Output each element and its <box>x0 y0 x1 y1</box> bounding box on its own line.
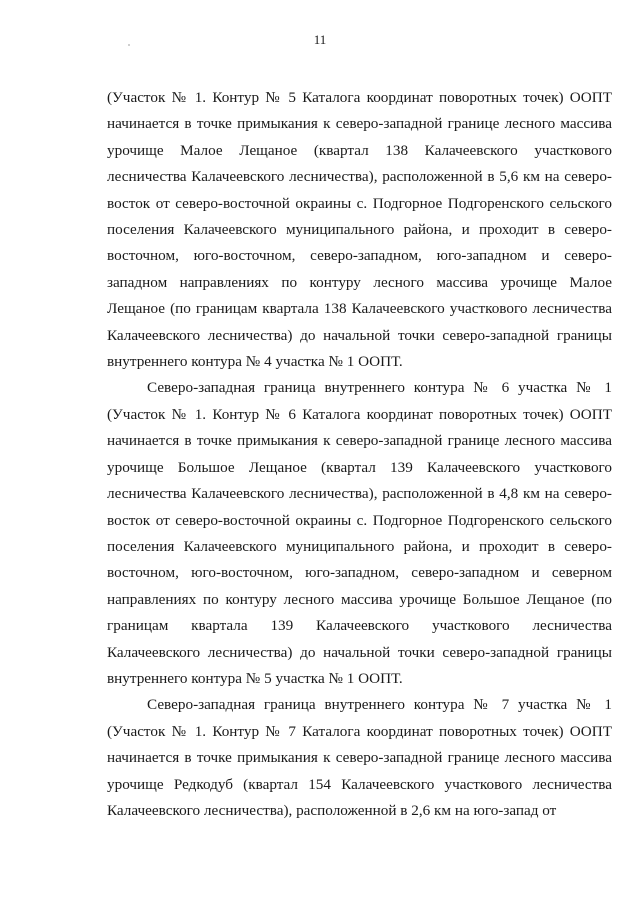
page-number: 11 <box>313 32 327 47</box>
document-body <box>107 85 612 824</box>
paragraph-contour-7: Северо-западная граница внутреннего контура № 7 участка № 1 (Участок № 1. Контур № 7 Каталога координат поворотных точек) ООПТ начинается в точке примыкания к северо-западной границе лесного массива урочище Редкодуб (квартал 154 Калачеевского участкового лесничества Калачеевского лесничества), расположенной в 2,6 км на юго-запад от <box>107 696 612 819</box>
paragraph-contour-6: Северо-западная граница внутреннего контура № 6 участка № 1 (Участок № 1. Контур № 6 Каталога координат поворотных точек) ООПТ начинается в точке примыкания к северо-западной границе лесного массива урочище Большое Лещаное (квартал 139 Калачеевского участкового лесничества Калачеевского лесничества), расположенной в 4,8 км на северо-восток от северо-восточной окраины с. Подгорное Подгоренского сельского поселения Калачеевского муниципального района, и проходит в северо-восточном, юго-восточном, юго-западном, северо-западном и северном направлениях по контуру лесного массива урочище Большое Лещаное (по границам квартала 139 Калачеевского участкового лесничества Калачеевского лесничества) до начальной точки северо-западной границы внутреннего контура № 5 участка № 1 ООПТ. <box>107 379 612 687</box>
paragraph-contour-5: (Участок № 1. Контур № 5 Каталога координат поворотных точек) ООПТ начинается в точке примыкания к северо-западной границе лесного массива урочище Малое Лещаное (квартал 138 Калачеевского участкового лесничества Калачеевского лесничества), расположенной в 5,6 км на северо-восток от северо-восточной окраины с. Подгорное Подгоренского сельского поселения Калачеевского муниципального района, и проходит в северо-восточном, юго-восточном, северо-западном, юго-западном и северо-западном направлениях по контуру лесного массива урочище Малое Лещаное (по границам квартала 138 Калачеевского участкового лесничества Калачеевского лесничества) до начальной точки северо-западной границы внутреннего контура № 4 участка № 1 ООПТ. <box>107 89 612 371</box>
